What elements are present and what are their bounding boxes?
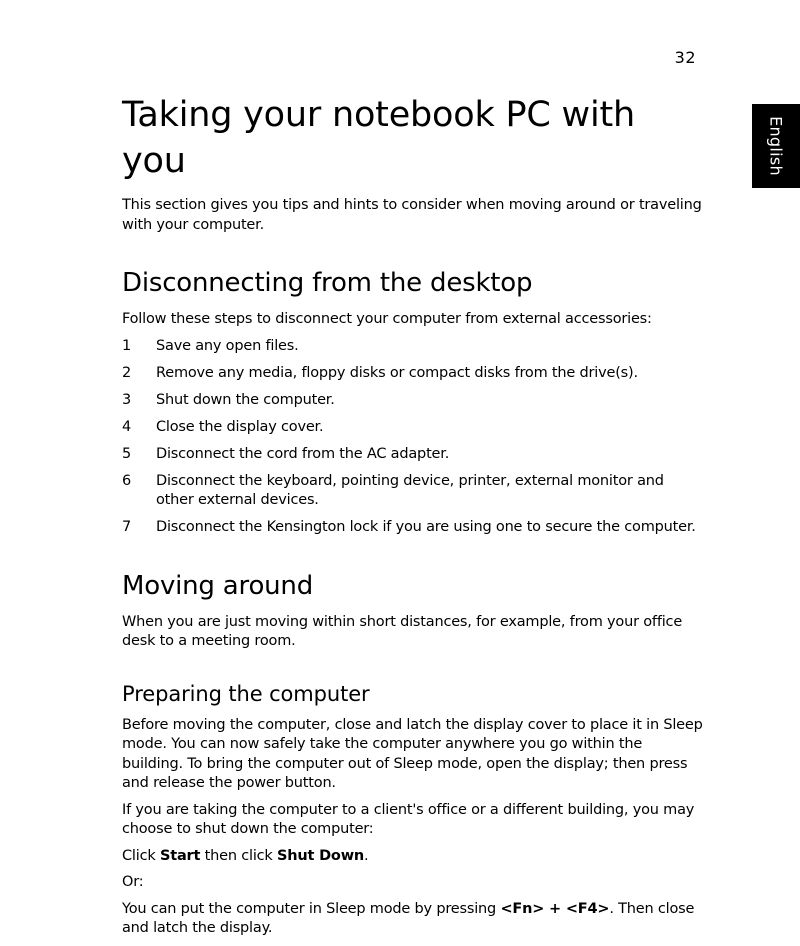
- heading-disconnecting: Disconnecting from the desktop: [122, 268, 533, 298]
- click-middle: then click: [200, 847, 278, 864]
- step-text: Disconnect the Kensington lock if you are using one to secure the computer.: [156, 519, 696, 535]
- step-text: Remove any media, floppy disks or compact disks from the drive(s).: [156, 364, 638, 381]
- page-content: [122, 92, 704, 946]
- list-item: [122, 472, 704, 511]
- sleep-instruction: [122, 900, 704, 939]
- step-text: Close the display cover.: [156, 418, 324, 435]
- heading-preparing-computer: Preparing the computer: [122, 681, 370, 706]
- disconnect-steps-list: [122, 337, 704, 538]
- step-number: 6: [122, 472, 132, 489]
- language-tab: [752, 104, 800, 188]
- step-text: Shut down the computer.: [156, 391, 335, 408]
- step-text: Save any open files.: [156, 337, 299, 354]
- language-tab-label: English: [766, 116, 786, 176]
- start-label: Start: [159, 847, 201, 864]
- step-number: 4: [122, 418, 132, 435]
- page-number: 32: [674, 48, 696, 67]
- list-item: [122, 337, 704, 357]
- list-item: [122, 364, 704, 384]
- step-number: 2: [122, 364, 132, 381]
- preparing-paragraph-2: If you are taking the computer to a client's office or a different building, you may choose to shut down the computer:: [122, 801, 695, 837]
- heading-moving-around: Moving around: [122, 570, 314, 601]
- sleep-key-combo: <Fn> + <F4>: [500, 900, 610, 917]
- step-number: 5: [122, 445, 132, 462]
- step-text: Disconnect the keyboard, pointing device, printer, external monitor and other external devices.: [156, 472, 664, 508]
- click-prefix: Click: [122, 847, 160, 864]
- moving-paragraph: When you are just moving within short distances, for example, from your office desk to a meeting room.: [122, 613, 683, 649]
- preparing-paragraph-1: Before moving the computer, close and latch the display cover to place it in Sleep mode. You can now safely take the computer anywhere you go within the building. To bring the computer out of Sleep mode, open the display; then press and release the power button.: [122, 716, 703, 791]
- step-number: 1: [122, 337, 132, 354]
- shut-down-label: Shut Down: [277, 847, 365, 864]
- step-number: 7: [122, 519, 132, 535]
- intro-paragraph: This section gives you tips and hints to consider when moving around or traveling with your computer.: [122, 197, 702, 233]
- list-item: [122, 445, 704, 465]
- page-title: Taking your notebook PC with you: [122, 95, 635, 181]
- click-start-instruction: [122, 847, 704, 867]
- disconnect-lead: Follow these steps to disconnect your computer from external accessories:: [122, 311, 652, 327]
- list-item: [122, 391, 704, 411]
- or-text: Or:: [122, 874, 144, 890]
- sleep-suffix: . Then close and latch the display.: [122, 900, 695, 936]
- list-item: [122, 418, 704, 438]
- list-item: [122, 518, 704, 538]
- step-text: Disconnect the cord from the AC adapter.: [156, 445, 450, 462]
- click-suffix: .: [364, 847, 369, 864]
- sleep-prefix: You can put the computer in Sleep mode by pressing: [122, 900, 501, 917]
- step-number: 3: [122, 391, 132, 408]
